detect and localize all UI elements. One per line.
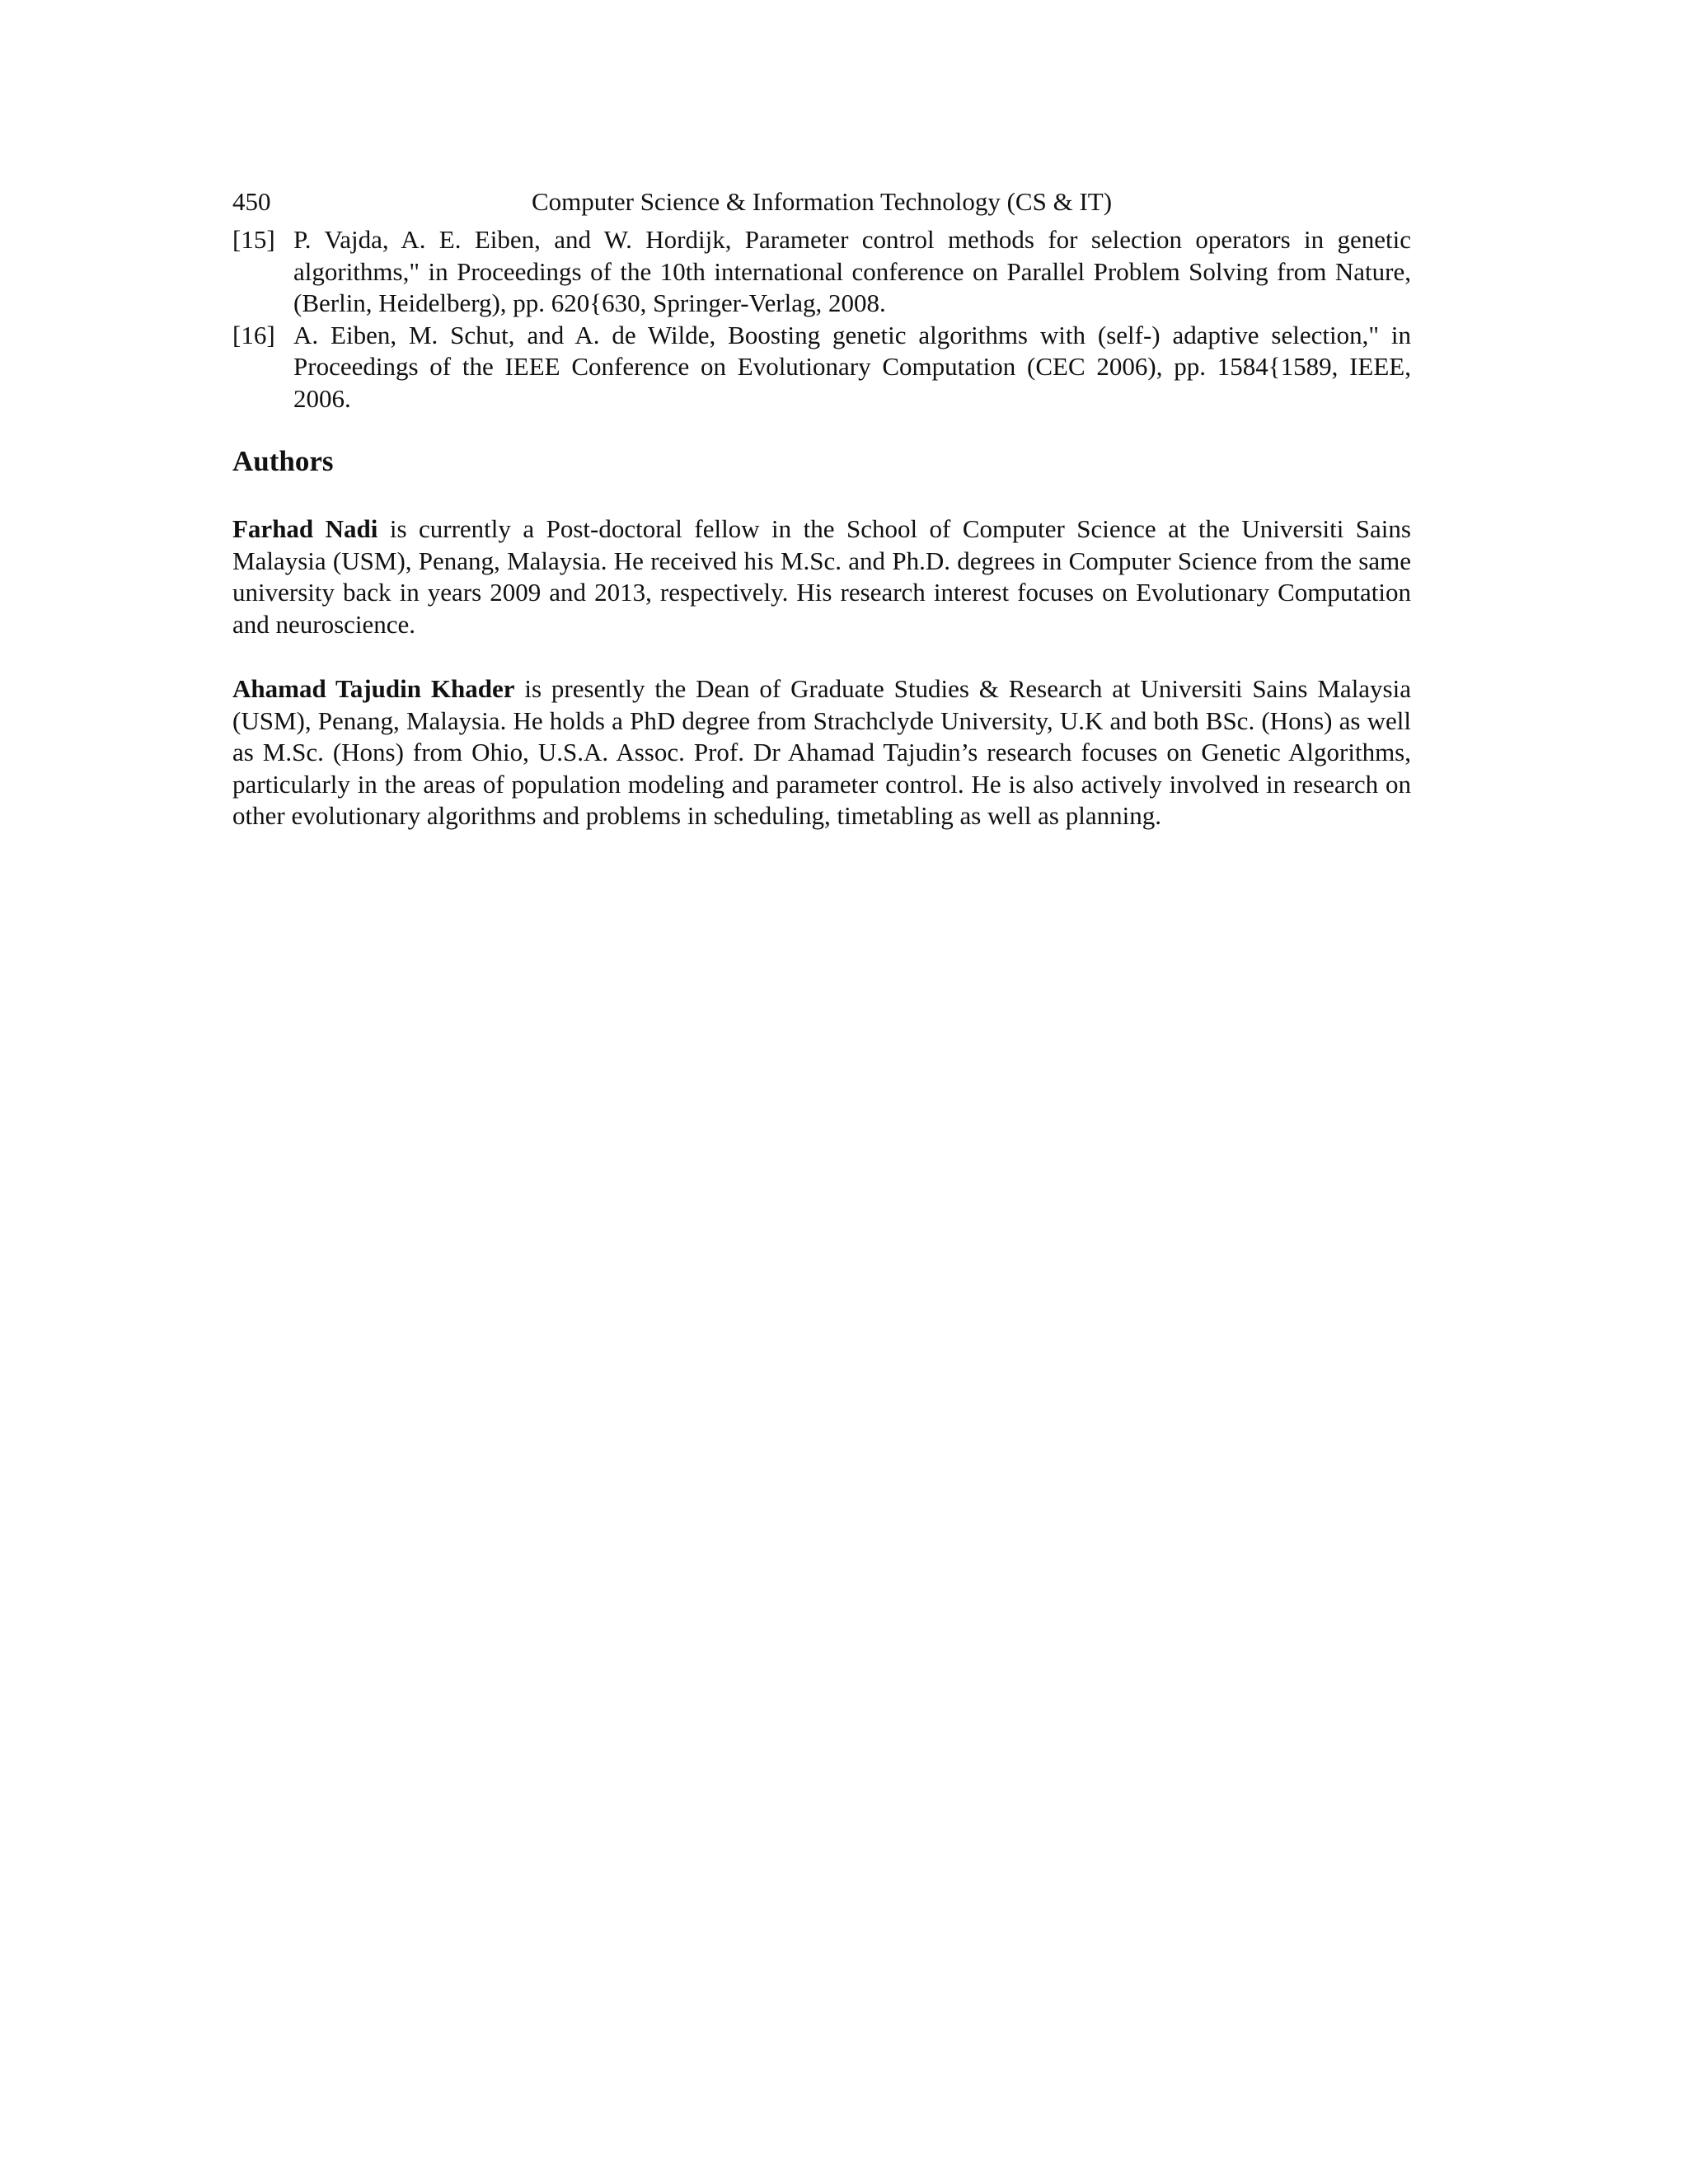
author-name: Ahamad Tajudin Khader	[232, 674, 515, 703]
reference-item	[232, 320, 1411, 415]
running-header	[232, 183, 1411, 221]
author-bio	[232, 673, 1411, 832]
document-page	[232, 183, 1411, 832]
author-bio	[232, 513, 1411, 640]
page-number: 450	[232, 187, 271, 216]
author-bio-text: is presently the Dean of Graduate Studies & Research at Universiti Sains Malaysia (USM), Penang, Malaysia. He holds a PhD degree from Strachclyde University, U.K and both BSc. (Hons) as well as M.Sc. (Hons) from Ohio, U.S.A. Assoc. Prof. Dr Ahamad Tajudin’s research focuses on Genetic Algorithms, particularly in the areas of population modeling and parameter control. He is also actively involved in research on other evolutionary algorithms and problems in scheduling, timetabling as well as planning.	[232, 674, 1411, 830]
author-name: Farhad Nadi	[232, 514, 378, 543]
reference-label: [16]	[232, 320, 275, 349]
journal-title: Computer Science & Information Technology (CS & IT)	[531, 187, 1113, 216]
reference-item	[232, 224, 1411, 320]
reference-text: A. Eiben, M. Schut, and A. de Wilde, Boosting genetic algorithms with (self-) adaptive selection," in Proceedings of the IEEE Conference on Evolutionary Computation (CEC 2006), pp. 1584{1589, IEEE, 2006.	[293, 320, 1411, 413]
author-bio-text: is currently a Post-doctoral fellow in the School of Computer Science at the Universiti Sains Malaysia (USM), Penang, Malaysia. He received his M.Sc. and Ph.D. degrees in Computer Science from the same university back in years 2009 and 2013, respectively. His research interest focuses on Evolutionary Computation and neuroscience.	[232, 514, 1411, 639]
reference-text: P. Vajda, A. E. Eiben, and W. Hordijk, Parameter control methods for selection operators in genetic algorithms," in Proceedings of the 10th international conference on Parallel Problem Solving from Nature, (Berlin, Heidelberg), pp. 620{630, Springer-Verlag, 2008.	[293, 225, 1411, 317]
reference-list	[232, 224, 1411, 415]
reference-label: [15]	[232, 225, 275, 254]
authors-heading: Authors	[232, 445, 334, 477]
